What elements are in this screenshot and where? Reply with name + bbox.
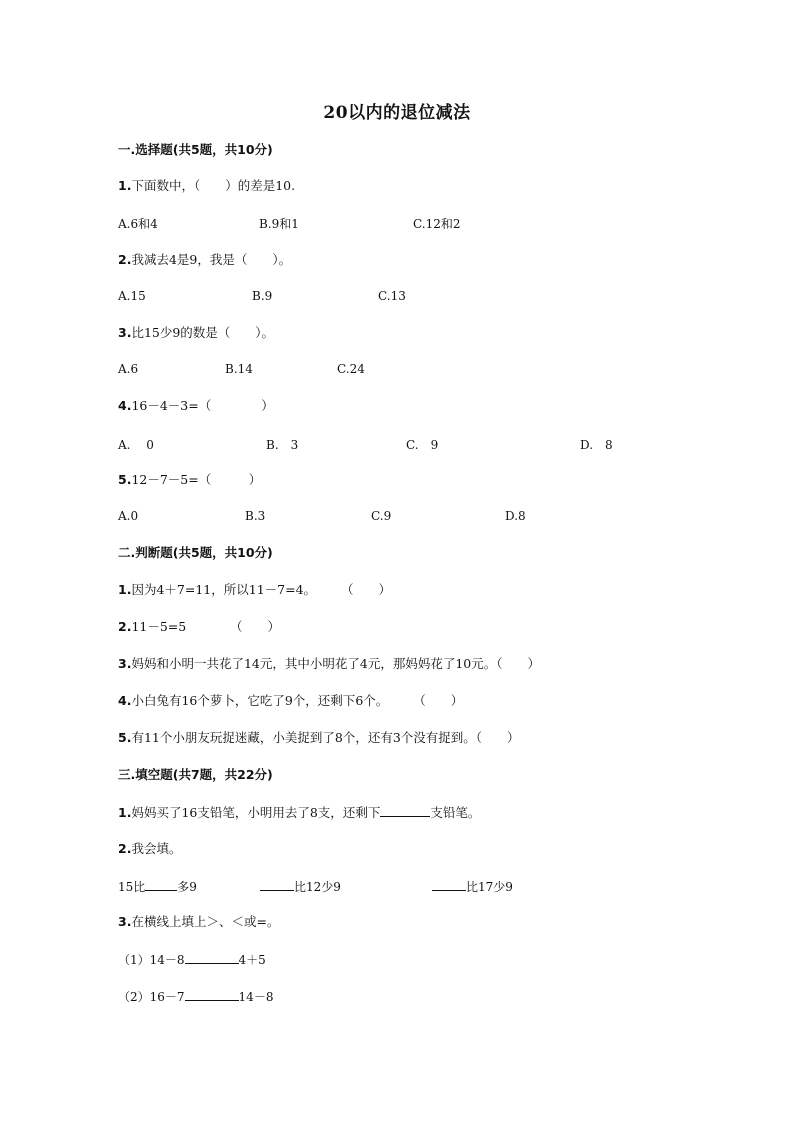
- question-number: 3.: [118, 325, 132, 340]
- option-a: A.0: [118, 509, 139, 523]
- fill-item-text-end: 比12少9: [294, 880, 341, 894]
- question-text: 比15少9的数是（ ）。: [131, 325, 275, 340]
- choice-question-4: [118, 398, 274, 414]
- option-a: A.6: [118, 362, 139, 376]
- compare-right: 14－8: [238, 990, 274, 1004]
- question-text: 在横线上填上＞、＜或=。: [131, 914, 280, 929]
- question-number: 1.: [118, 582, 132, 597]
- fill-item-text-end: 多9: [177, 880, 197, 894]
- page-title: 20以内的退位减法: [323, 103, 471, 123]
- compare-left: （1）14－8: [118, 953, 185, 967]
- section-heading-choice: 一.选择题(共5题，共10分): [118, 142, 273, 157]
- choice-question-1: [118, 178, 295, 194]
- judge-question-3: [118, 656, 540, 672]
- judge-question-2: [118, 619, 280, 635]
- question-text: 因为4＋7=11，所以11－7=4。 （ ）: [131, 582, 392, 597]
- question-number: 2.: [118, 841, 132, 856]
- fill-question-3: [118, 914, 279, 930]
- choice-question-2: [118, 252, 291, 268]
- fill-item-3: [432, 878, 513, 895]
- answer-blank[interactable]: [432, 878, 466, 891]
- judge-question-4: [118, 693, 463, 709]
- option-c: C.9: [371, 509, 392, 523]
- question-number: 5.: [118, 472, 132, 487]
- judge-question-1: [118, 582, 391, 598]
- compare-item-2: [118, 988, 273, 1005]
- option-c: C.12和2: [413, 217, 461, 231]
- option-c: C.24: [337, 362, 365, 376]
- option-b: B.9和1: [259, 217, 299, 231]
- option-b: B.14: [225, 362, 253, 376]
- fill-item-1: [118, 878, 197, 895]
- option-a: A. 0: [118, 438, 154, 452]
- fill-item-text: 15比: [118, 880, 146, 894]
- option-c: C.13: [378, 289, 406, 303]
- option-a: A.6和4: [118, 217, 158, 231]
- option-b: B. 3: [266, 438, 299, 452]
- fill-question-2: [118, 841, 181, 857]
- option-d: D. 8: [580, 438, 613, 452]
- answer-blank[interactable]: [260, 878, 294, 891]
- compare-item-1: [118, 951, 266, 968]
- option-c: C. 9: [406, 438, 439, 452]
- question-number: 2.: [118, 619, 132, 634]
- question-number: 4.: [118, 693, 132, 708]
- section-heading-judge: 二.判断题(共5题，共10分): [118, 545, 273, 560]
- judge-question-5: [118, 730, 520, 746]
- question-text: 我减去4是9，我是（ ）。: [131, 252, 292, 267]
- option-b: B.9: [252, 289, 273, 303]
- question-text-end: 支铅笔。: [430, 805, 481, 820]
- question-text: 有11个小朋友玩捉迷藏，小美捉到了8个，还有3个没有捉到。（ ）: [131, 730, 520, 745]
- fill-question-1: [118, 804, 480, 821]
- question-number: 3.: [118, 656, 132, 671]
- option-d: D.8: [505, 509, 526, 523]
- question-text: 11－5=5 （ ）: [131, 619, 280, 634]
- question-text: 妈妈和小明一共花了14元，其中小明花了4元，那妈妈花了10元。（ ）: [131, 656, 540, 671]
- answer-blank[interactable]: [145, 878, 177, 891]
- question-text: 下面数中，（ ）的差是10.: [131, 178, 296, 193]
- answer-blank[interactable]: [380, 804, 430, 817]
- compare-right: 4＋5: [238, 953, 266, 967]
- option-a: A.15: [118, 289, 146, 303]
- question-number: 4.: [118, 398, 132, 413]
- question-number: 1.: [118, 805, 132, 820]
- fill-item-2: [260, 878, 341, 895]
- answer-blank[interactable]: [185, 988, 239, 1001]
- question-text: 12－7－5=（ ）: [131, 472, 262, 487]
- section-heading-fill: 三.填空题(共7题，共22分): [118, 767, 273, 782]
- question-number: 5.: [118, 730, 132, 745]
- compare-left: （2）16－7: [118, 990, 185, 1004]
- choice-question-5: [118, 472, 261, 488]
- question-number: 3.: [118, 914, 132, 929]
- answer-blank[interactable]: [185, 951, 239, 964]
- choice-question-3: [118, 325, 274, 341]
- question-number: 1.: [118, 178, 132, 193]
- question-number: 2.: [118, 252, 132, 267]
- fill-item-text-end: 比17少9: [466, 880, 513, 894]
- question-text: 16－4－3=（ ）: [131, 398, 274, 413]
- question-text: 妈妈买了16支铅笔，小明用去了8支，还剩下: [131, 805, 381, 820]
- question-text: 我会填。: [131, 841, 182, 856]
- option-b: B.3: [245, 509, 266, 523]
- question-text: 小白兔有16个萝卜，它吃了9个，还剩下6个。 （ ）: [131, 693, 464, 708]
